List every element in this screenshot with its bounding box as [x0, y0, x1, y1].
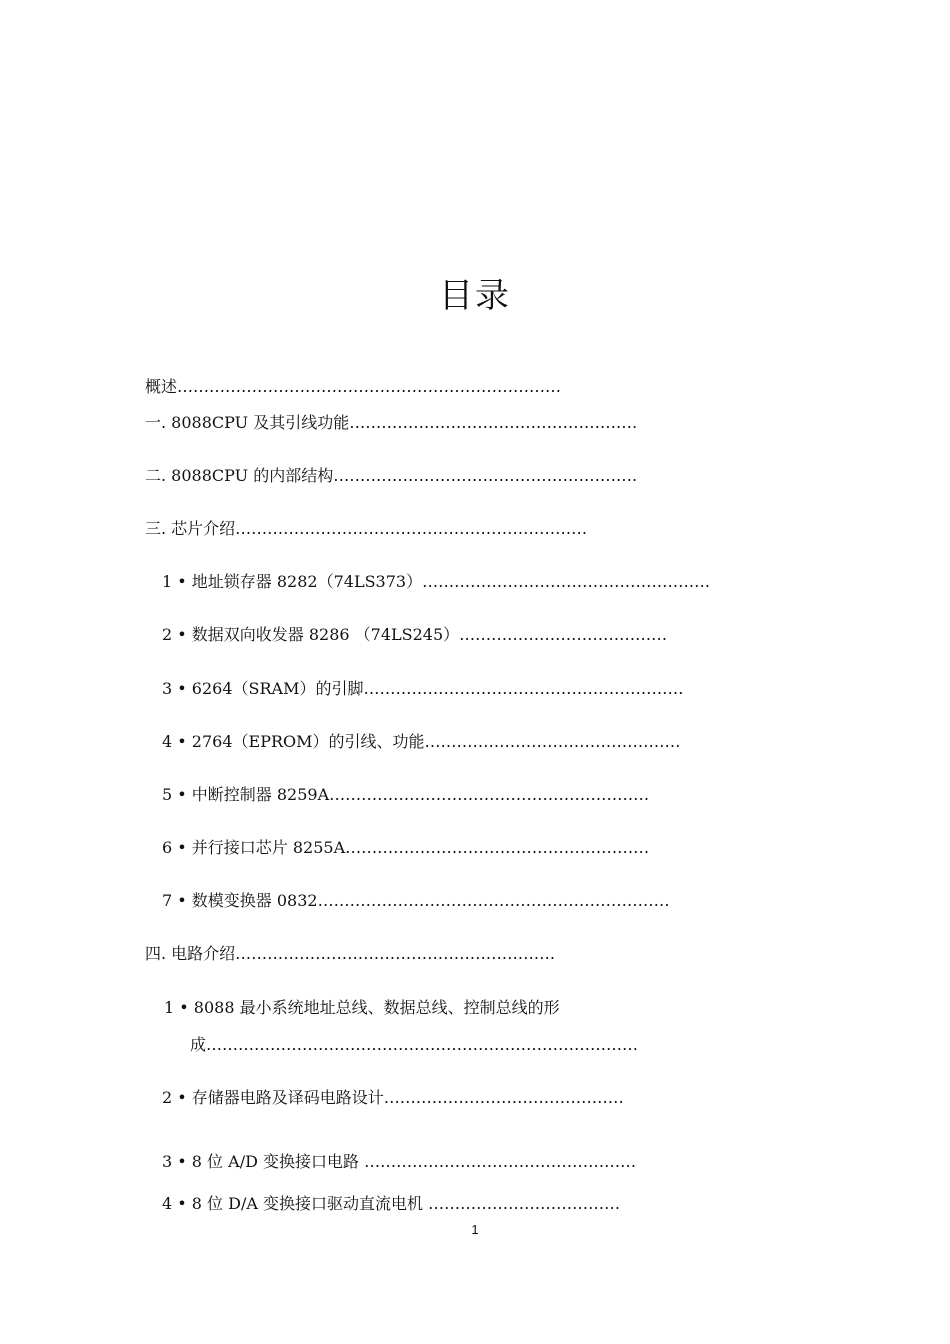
toc-item-section-2[interactable]: 二. 8088CPU 的内部结构…………………………………………………	[145, 466, 638, 485]
toc-item-3-1[interactable]: 1 • 地址锁存器 8282（74LS373）………………………………………………	[162, 572, 711, 591]
toc-item-overview[interactable]: 概述………………………………………………………………	[145, 377, 562, 396]
toc-item-section-3[interactable]: 三. 芯片介绍…………………………………………………………	[145, 519, 588, 538]
toc-item-4-4[interactable]: 4 • 8 位 D/A 变换接口驱动直流电机 ………………………………	[162, 1194, 621, 1213]
toc-item-3-6[interactable]: 6 • 并行接口芯片 8255A…………………………………………………	[162, 838, 650, 857]
toc-item-3-4[interactable]: 4 • 2764（EPROM）的引线、功能…………………………………………	[162, 732, 681, 751]
toc-item-section-1[interactable]: 一. 8088CPU 及其引线功能………………………………………………	[145, 413, 638, 432]
toc-item-4-1[interactable]: 1 • 8088 最小系统地址总线、数据总线、控制总线的形	[164, 998, 560, 1017]
toc-item-section-4[interactable]: 四. 电路介绍……………………………………………………	[145, 944, 556, 963]
toc-item-3-7[interactable]: 7 • 数模变换器 0832…………………………………………………………	[162, 891, 670, 910]
toc-item-4-2[interactable]: 2 • 存储器电路及译码电路设计………………………………………	[162, 1088, 624, 1107]
toc-item-4-3[interactable]: 3 • 8 位 A/D 变换接口电路 ……………………………………………	[162, 1152, 637, 1171]
toc-item-4-1-cont[interactable]: 成………………………………………………………………………	[190, 1035, 639, 1054]
page-title: 目录	[439, 276, 511, 316]
toc-item-3-2[interactable]: 2 • 数据双向收发器 8286 （74LS245）…………………………………	[162, 625, 668, 644]
page-number: 1	[471, 1222, 479, 1237]
toc-item-3-3[interactable]: 3 • 6264（SRAM）的引脚……………………………………………………	[162, 679, 684, 698]
toc-item-3-5[interactable]: 5 • 中断控制器 8259A……………………………………………………	[162, 785, 650, 804]
